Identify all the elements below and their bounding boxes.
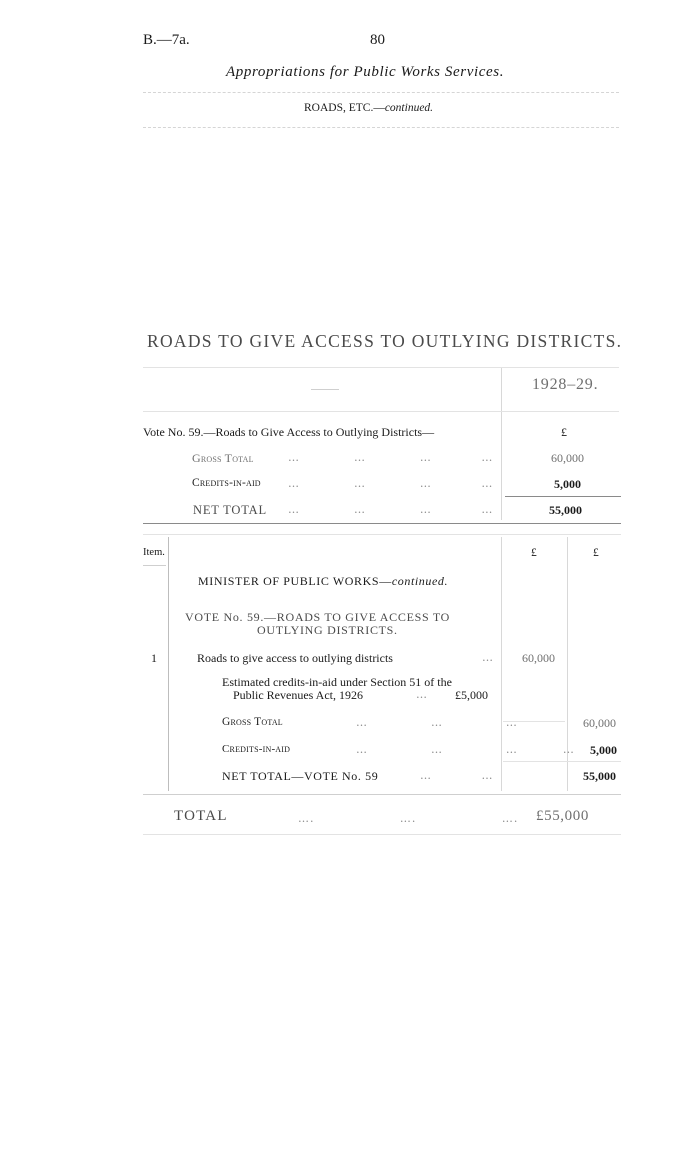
- credits-in-aid-amount: 5,000: [590, 743, 617, 757]
- summary-year-header: 1928–29.: [532, 376, 599, 393]
- ministry-main-text: MINISTER OF PUBLIC WORKS—: [198, 574, 392, 588]
- credits-in-aid-label: Credits-in-aid: [222, 743, 291, 755]
- grand-total-leader: …. …. ….: [298, 812, 519, 825]
- gross-total-leader: … … …: [356, 716, 518, 729]
- subtitle-italic-text: continued.: [384, 102, 434, 114]
- detail-item-divider: [168, 537, 169, 791]
- summary-row-amount: 5,000: [554, 477, 581, 491]
- item-column-header: Item.: [143, 547, 165, 558]
- summary-column-divider: [501, 368, 502, 520]
- detail-top-rule: [143, 534, 621, 535]
- item-label: Roads to give access to outlying districts: [197, 651, 393, 665]
- summary-bottom-rule: [143, 523, 621, 524]
- item-amount: 60,000: [522, 651, 555, 665]
- page-title: Appropriations for Public Works Services.: [226, 64, 505, 80]
- ministry-italic-text: continued.: [391, 574, 449, 588]
- summary-subtotal-rule: [505, 496, 621, 497]
- net-total-vote-amount: 55,000: [583, 769, 616, 783]
- document-reference: B.—7a.: [143, 32, 190, 48]
- subtitle-main-text: ROADS, ETC.—: [304, 102, 385, 114]
- detail-currency-col1: £: [531, 547, 537, 559]
- summary-row-leader: … … … …: [288, 477, 494, 490]
- vote-heading-line-1: VOTE No. 59.—ROADS TO GIVE ACCESS TO: [185, 610, 451, 624]
- ministry-heading: [198, 574, 448, 589]
- summary-vote-line: Vote No. 59.—Roads to Give Access to Outlying Districts—: [143, 425, 435, 439]
- item-header-rule: [143, 565, 166, 566]
- item-leader: …: [482, 651, 494, 664]
- summary-row-amount: 60,000: [551, 451, 584, 465]
- gross-total-amount: 60,000: [583, 716, 616, 730]
- summary-currency-symbol: £: [561, 425, 567, 439]
- summary-header-rule: [143, 411, 619, 412]
- net-total-vote-leader: … …: [420, 769, 494, 782]
- grand-total-rule: [143, 834, 621, 835]
- summary-row-leader: … … … …: [288, 451, 494, 464]
- net-total-vote-label: NET TOTAL—VOTE No. 59: [222, 769, 379, 783]
- detail-currency-col2: £: [593, 547, 599, 559]
- credits-subtotal-rule: [503, 761, 621, 762]
- vote-heading-line-2: OUTLYING DISTRICTS.: [257, 623, 398, 637]
- header-divider: [143, 92, 619, 93]
- gross-total-label: Gross Total: [222, 716, 283, 728]
- summary-row-leader: … … … …: [288, 503, 494, 516]
- estimated-credits-line-1: Estimated credits-in-aid under Section 51 of the: [222, 675, 452, 689]
- detail-bottom-rule: [143, 794, 621, 795]
- page-number: 80: [370, 32, 385, 48]
- estimated-credits-line-2: Public Revenues Act, 1926: [233, 688, 363, 702]
- grand-total-amount: £55,000: [536, 808, 589, 824]
- estimated-credits-amount: £5,000: [455, 688, 488, 702]
- section-title: ROADS TO GIVE ACCESS TO OUTLYING DISTRICTS.: [147, 331, 623, 351]
- summary-top-rule: [143, 367, 619, 368]
- summary-row-label: NET TOTAL: [193, 503, 267, 517]
- item-number: 1: [151, 651, 157, 665]
- summary-header-stub: [311, 389, 339, 390]
- grand-total-label: TOTAL: [174, 808, 228, 824]
- summary-row-label: Gross Total: [192, 451, 254, 465]
- section-subtitle: [304, 102, 433, 114]
- credits-in-aid-leader: … … … …: [356, 743, 575, 756]
- summary-row-label: Credits-in-aid: [192, 477, 261, 489]
- subtitle-divider: [143, 127, 619, 128]
- estimated-credits-leader: …: [416, 688, 428, 701]
- summary-row-amount: 55,000: [549, 503, 582, 517]
